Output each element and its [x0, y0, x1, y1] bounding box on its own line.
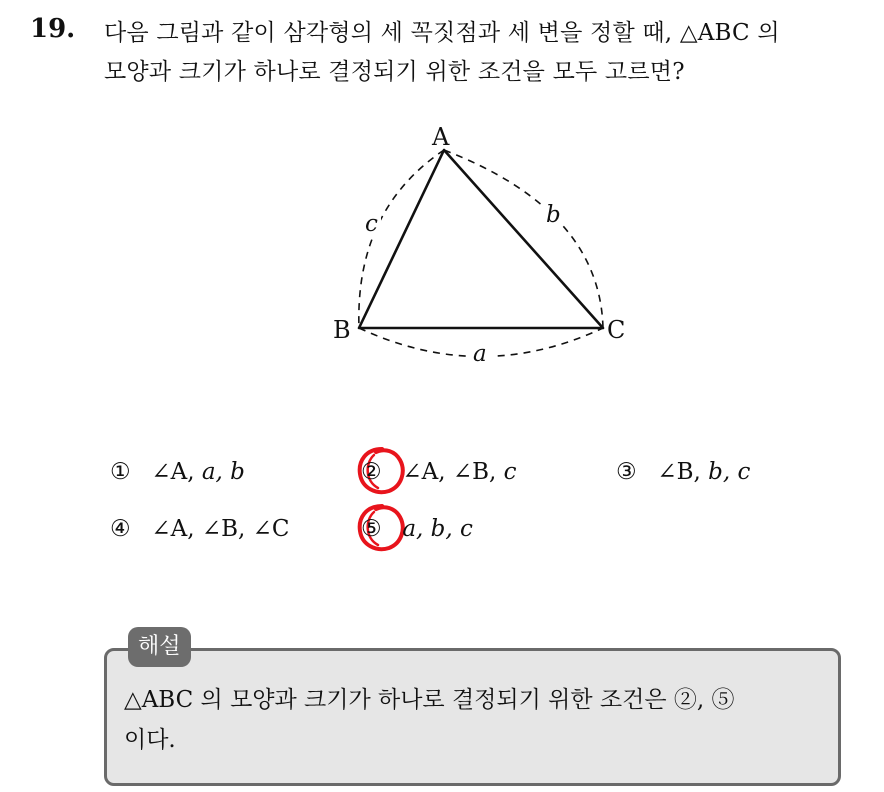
choice-5[interactable] [361, 516, 473, 542]
explanation-line-1: △ABC 의 모양과 크기가 하나로 결정되기 위한 조건은 ②, ⑤ [124, 687, 735, 713]
choice-1-part-3: b [230, 459, 245, 485]
choice-3[interactable] [616, 459, 750, 485]
choice-4-part-1: ∠A, [151, 516, 195, 542]
choice-2-part-3: c [503, 459, 517, 485]
choice-4-part-3: ∠C [252, 516, 290, 542]
explanation-line-2: 이다. [124, 727, 176, 753]
vertex-label-b: B [333, 316, 351, 344]
choice-1[interactable] [110, 459, 245, 485]
choice-3-part-2: b, [708, 459, 731, 485]
choice-3-part-1: ∠B, [657, 459, 701, 485]
choice-4[interactable] [110, 516, 290, 542]
choice-5-part-3: c [460, 516, 473, 542]
explanation-text [124, 680, 824, 760]
choice-2[interactable] [361, 459, 517, 485]
side-label-b: b [546, 202, 561, 228]
choice-2-number: ② [361, 459, 382, 485]
explanation-label: 해설 [128, 627, 191, 667]
triangle-abc [359, 150, 603, 328]
choice-5-number: ⑤ [361, 516, 382, 542]
choice-5-part-2: b, [430, 516, 453, 542]
choice-3-number: ③ [616, 459, 637, 485]
question-line-2: 모양과 크기가 하나로 결정되기 위한 조건을 모두 고르면? [104, 59, 685, 85]
choice-4-number: ④ [110, 516, 131, 542]
choice-1-part-1: ∠A, [151, 459, 195, 485]
side-label-c: c [365, 211, 378, 237]
choice-4-part-2: ∠B, [201, 516, 246, 542]
question-number: 19. [30, 14, 76, 44]
question-line-1: 다음 그림과 같이 삼각형의 세 꼭짓점과 세 변을 정할 때, △ABC 의 [104, 20, 780, 46]
choice-5-part-1: a, [402, 516, 424, 542]
choice-1-part-2: a, [201, 459, 223, 485]
choice-1-number: ① [110, 459, 131, 485]
choice-2-part-2: ∠B, [452, 459, 497, 485]
side-label-a: a [473, 341, 487, 367]
choice-2-part-1: ∠A, [402, 459, 446, 485]
vertex-label-a: A [432, 123, 450, 151]
choice-3-part-3: c [737, 459, 751, 485]
vertex-label-c: C [607, 316, 626, 344]
